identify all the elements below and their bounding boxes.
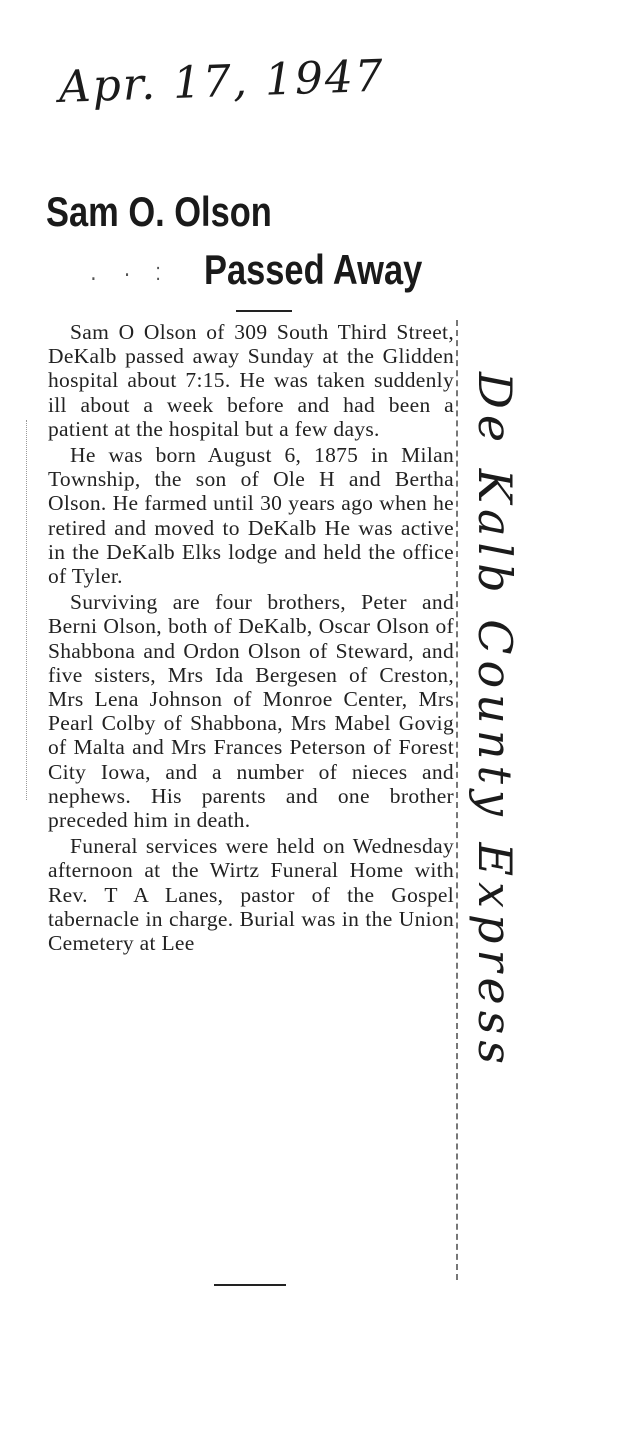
print-specks: . · ⁚: [88, 266, 167, 286]
headline-line-2: Passed Away: [204, 246, 423, 293]
article-paragraph-2: He was born August 6, 1875 in Milan Township, the son of Ole H and Bertha Olson. He farmed until 30 years ago when he retired and moved to DeKalb He was active in the DeKalb Elks lodge and held the office of Tyler.: [48, 443, 454, 589]
article-paragraph-4: Funeral services were held on Wednesday afternoon at the Wirtz Funeral Home with Rev. T A Lanes, pastor of the Gospel tabernacle in charge. Burial was in the Union Cemetery at Lee: [48, 834, 454, 956]
handwritten-date-annotation: Apr. 17, 1947: [58, 50, 386, 113]
article-end-rule: [214, 1284, 286, 1286]
article-body: [48, 320, 454, 955]
clipping-left-edge: [26, 420, 27, 800]
article-paragraph-1: Sam O Olson of 309 South Third Street, DeKalb passed away Sunday at the Glidden hospital about 7:15. He was taken suddenly ill about a week before and had been a patient at the hospital but a few days.: [48, 320, 454, 441]
headline-line-1: Sam O. Olson: [46, 188, 272, 235]
handwritten-source-annotation: De Kalb County Express: [468, 372, 522, 1070]
headline-rule: [236, 310, 292, 312]
newspaper-clipping: [28, 176, 460, 1294]
article-paragraph-3: Surviving are four brothers, Peter and Berni Olson, both of DeKalb, Oscar Olson of Shabbona and Ordon Olson of Steward, and five sisters, Mrs Ida Bergesen of Creston, Mrs Lena Johnson of Monroe Center, Mrs Pearl Colby of Shabbona, Mrs Mabel Govig of Malta and Mrs Frances Peterson of Forest City Iowa, and a number of nieces and nephews. His parents and one brother preceded him in death.: [48, 590, 454, 833]
